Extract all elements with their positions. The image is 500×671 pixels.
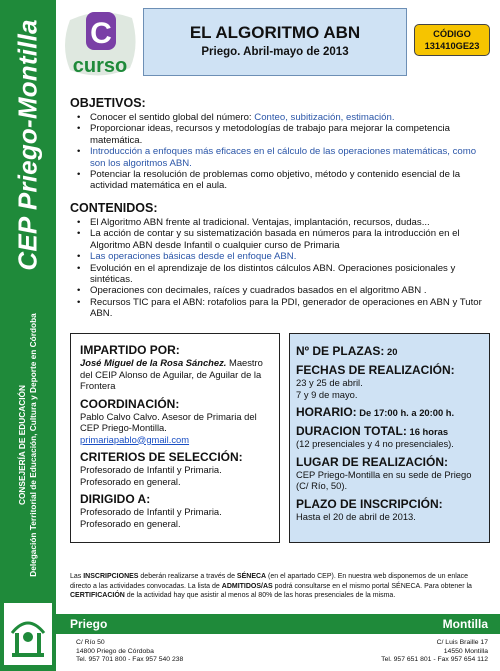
fechas-line-2: 7 y 9 de mayo.: [296, 388, 358, 400]
info-box-left: [70, 333, 280, 543]
objetivos-section: [70, 96, 488, 192]
contenidos-list: [70, 217, 488, 320]
note-text: de la actividad hay que asistir al menos al 80% de las horas presenciales de la misma.: [124, 592, 396, 600]
plazo-text: Hasta el 20 de abril de 2013.: [296, 510, 416, 522]
item-text: Operaciones con decimales, raíces y cuadrados basados en el algoritmo ABN .: [90, 285, 427, 297]
note-bold: INSCRIPCIONES: [83, 573, 139, 580]
logo-word: curso: [72, 55, 128, 77]
address-line: C/ Río 50: [76, 639, 105, 646]
note-text: Las: [70, 573, 84, 580]
address-montilla: [381, 639, 488, 665]
list-item: [70, 169, 488, 192]
item-text-highlight: Introducción a enfoques más eficaces en el cálculo de las operaciones matemáticas, como son los algoritmos ABN.: [90, 146, 477, 169]
dirigido-title: DIRIGIDO A:: [80, 492, 151, 506]
list-item: [70, 228, 488, 251]
note-text: deberán realizarse a través de: [138, 573, 237, 580]
sidebar-org: [17, 313, 39, 577]
sidebar-brand: CEP Priego-Montilla: [12, 19, 43, 271]
title-box: [143, 8, 407, 76]
fechas-title: FECHAS DE REALIZACIÓN:: [296, 363, 455, 377]
page-subtitle: Priego. Abril-mayo de 2013: [201, 46, 349, 58]
code-value: 131410GE23: [424, 41, 480, 51]
list-item: [70, 285, 488, 296]
plazas-value: 20: [384, 346, 398, 357]
note-text: (en el apartado CEP). En nuestra web disponemos de un enlace directo a las actividades convocadas. La lista de: [70, 573, 469, 590]
item-text: Potenciar la resolución de problemas como objetivo, método y contenido esencial de la actividad matemática en el aula.: [90, 169, 461, 192]
inscription-note: [70, 572, 488, 601]
dirigido-line-1: Profesorado de Infantil y Primaria.: [80, 506, 222, 517]
duracion-label: DURACION TOTAL:: [296, 424, 407, 438]
criterios-title: CRITERIOS DE SELECCIÓN:: [80, 450, 243, 464]
list-item: [70, 112, 488, 123]
plazas-label: Nº DE PLAZAS:: [296, 344, 385, 358]
coordinator-email-link[interactable]: primariapablo@gmail.com: [80, 433, 190, 445]
note-bold: ADMITIDOS/AS: [221, 582, 273, 590]
horario-label: HORARIO:: [296, 405, 357, 419]
note-text: podrá consultarse en el mismo portal SÉNECA. Para obtener la: [272, 582, 472, 590]
criterios-line-2: Profesorado en general.: [80, 475, 181, 487]
coordinacion-text: Pablo Calvo Calvo. Asesor de Primaria del CEP Priego-Montilla.: [80, 410, 257, 433]
impartido-text: [80, 357, 273, 392]
horario-row: [296, 405, 483, 419]
note-bold: CERTIFICACIÓN: [70, 592, 125, 600]
curso-logo-icon: [60, 6, 140, 82]
item-text: El Algoritmo ABN frente al tradicional. Ventajas, implantación, recursos, dudas...: [90, 217, 430, 228]
code-badge: [414, 24, 490, 56]
criterios-line-1: Profesorado de Infantil y Primaria.: [80, 464, 222, 475]
item-text: Evolución en el aprendizaje de los distintos cálculos ABN. Operaciones posicionales y sintéticas.: [90, 262, 456, 286]
address-line: 14800 Priego de Córdoba: [76, 647, 154, 655]
item-text: Proporcionar ideas, recursos y metodologías de trabajo para mejorar la competencia matemática.: [90, 123, 450, 146]
instructor-desc: Maestro del CEIP Alonso de Aguilar, de Aguilar de la Frontera: [80, 357, 263, 391]
footer-right-title: Montilla: [442, 617, 488, 631]
horario-value: De 17:00 h. a 20:00 h.: [356, 407, 455, 418]
address-line: Tel. 957 701 800 - Fax 957 540 238: [76, 656, 184, 664]
item-text-highlight: Las operaciones básicas desde el enfoque ABN.: [90, 251, 297, 263]
item-text: La acción de contar y su sistematización basada en números para la introducción en el Algoritmo ABN desde Infantil o cualquier curso de Primaria: [90, 228, 460, 251]
duracion-value: 16 horas: [406, 426, 449, 437]
address-priego: [76, 639, 183, 665]
junta-andalucia-logo-icon: [4, 603, 52, 665]
address-line: C/ Luis Braille 17: [436, 639, 488, 646]
info-box-right: [289, 333, 490, 543]
item-text-highlight: Conteo, subitización, estimación.: [254, 112, 395, 123]
list-item: [70, 146, 488, 169]
item-text: Recursos TIC para el ABN: rotafolios para la PDI, generador de operaciones en ABN y Tutor ABN.: [90, 296, 482, 320]
address-line: 14550 Montilla: [443, 647, 488, 655]
footer-bar: [56, 614, 500, 634]
duracion-detail: (12 presenciales y 4 no presenciales).: [296, 438, 454, 449]
org-line-2: Delegación Territorial de Educación, Cultura y Deporte en Córdoba: [28, 313, 38, 577]
page-title: EL ALGORITMO ABN: [189, 23, 361, 42]
list-item: [70, 217, 488, 228]
list-item: [70, 297, 488, 320]
coordinacion-title: COORDINACIÓN:: [80, 396, 180, 411]
footer-left-title: Priego: [70, 617, 108, 631]
contenidos-section: [70, 201, 488, 320]
objetivos-title: OBJETIVOS:: [70, 96, 146, 110]
curso-logo: [60, 6, 140, 82]
list-item: [70, 263, 488, 286]
impartido-title: IMPARTIDO POR:: [80, 343, 180, 357]
contenidos-title: CONTENIDOS:: [70, 201, 158, 215]
instructor-name: José Miguel de la Rosa Sánchez.: [80, 357, 227, 368]
dirigido-line-2: Profesorado en general.: [80, 517, 181, 529]
list-item: [70, 123, 488, 146]
note-bold: SÉNECA: [236, 573, 267, 580]
org-line-1: CONSEJERÍA DE EDUCACIÓN: [17, 385, 27, 506]
sidebar: [0, 0, 56, 671]
item-text: Conocer el sentido global del número:: [90, 112, 255, 123]
address-line: Tel. 957 651 801 - Fax 957 654 112: [381, 656, 488, 664]
logo-letter: C: [90, 17, 112, 50]
plazo-title: PLAZO DE INSCRIPCIÓN:: [296, 496, 443, 511]
lugar-text: CEP Priego-Montilla en su sede de Priego (C/ Río, 50).: [296, 468, 472, 491]
lugar-title: LUGAR DE REALIZACIÓN:: [296, 454, 448, 469]
fechas-line-1: 23 y 25 de abril.: [296, 377, 363, 388]
plazas-row: [296, 344, 483, 358]
list-item: [70, 251, 488, 262]
objetivos-list: [70, 112, 488, 192]
code-label: CÓDIGO: [433, 29, 471, 39]
duracion-row: [296, 424, 483, 438]
